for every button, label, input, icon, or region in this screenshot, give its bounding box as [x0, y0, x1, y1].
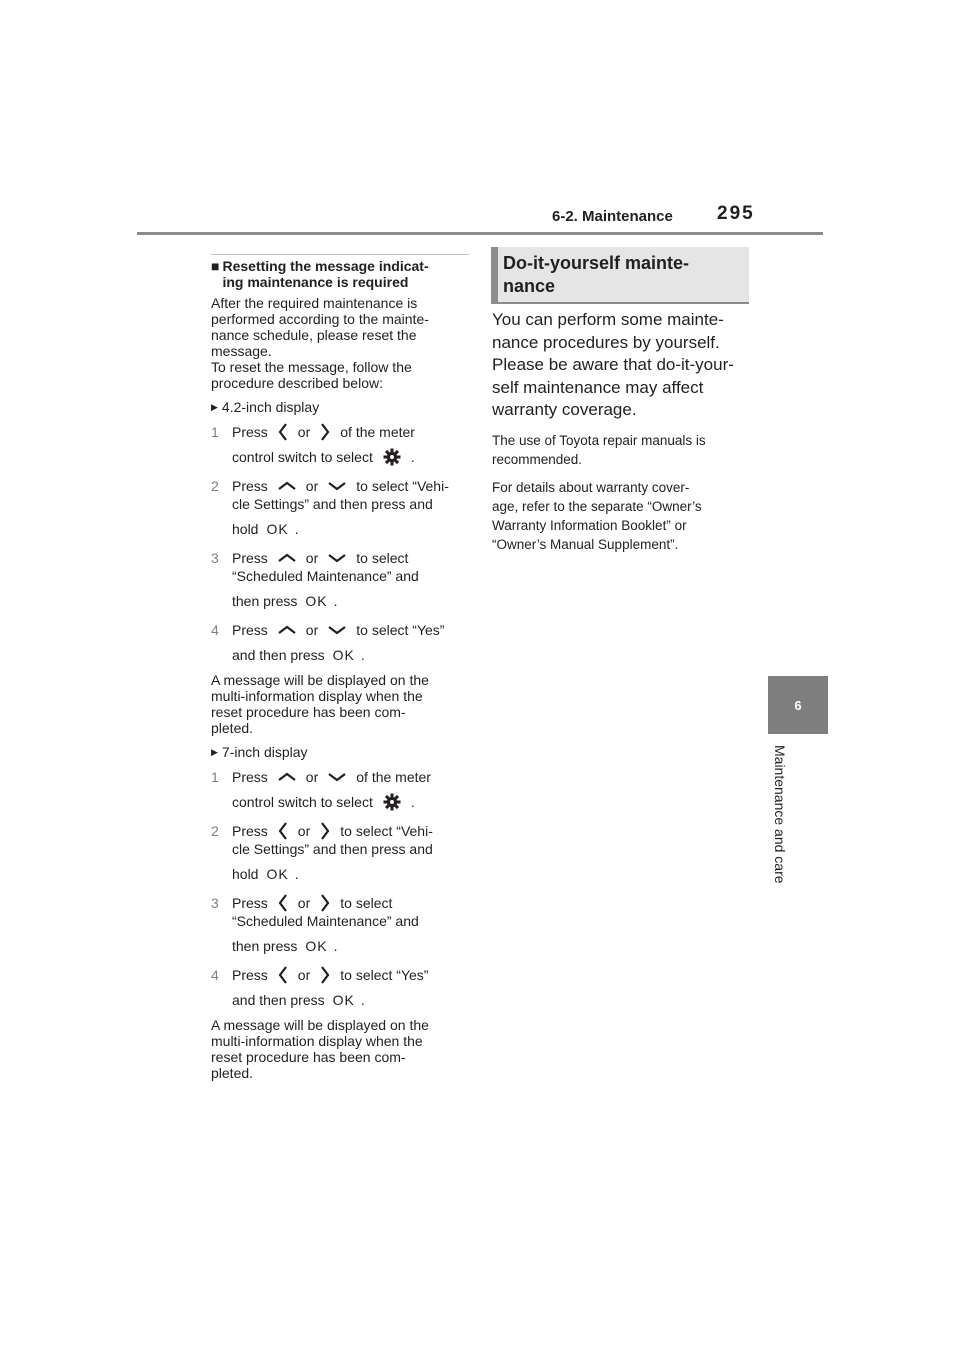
- text-line: Warranty Information Booklet” or: [492, 517, 687, 533]
- step-number: 2: [211, 823, 219, 839]
- chevron-right-icon: [320, 423, 330, 441]
- text: .: [360, 647, 365, 663]
- outro-paragraph-a: [211, 672, 469, 736]
- text-line: The use of Toyota repair manuals is: [492, 432, 706, 448]
- text: “Scheduled Maintenance” and: [232, 913, 419, 929]
- chevron-right-icon: [320, 894, 330, 912]
- text: then press: [232, 938, 298, 954]
- text-line: message.: [211, 343, 272, 359]
- text: Press: [232, 424, 268, 440]
- text: .: [294, 866, 299, 882]
- intro-paragraph: [211, 295, 469, 391]
- text-line: A message will be displayed on the: [211, 672, 429, 688]
- chevron-up-icon: [278, 481, 296, 491]
- text: hold: [232, 521, 259, 537]
- chevron-left-icon: [278, 822, 288, 840]
- display-type-label: 4.2-inch display: [221, 399, 320, 415]
- text-line: age, refer to the separate “Owner’s: [492, 498, 702, 514]
- text: .: [410, 449, 415, 465]
- text-line: self maintenance may affect: [492, 377, 704, 397]
- ok-button-icon: OK: [266, 866, 289, 882]
- text-line: pleted.: [211, 1065, 254, 1081]
- text: Press: [232, 622, 268, 638]
- text-line: warranty coverage.: [492, 400, 637, 419]
- text-line: “Owner’s Manual Supplement”.: [492, 536, 679, 552]
- heading-line: nance: [503, 276, 556, 296]
- step-number: 3: [211, 550, 219, 566]
- text: then press: [232, 593, 298, 609]
- text: or: [297, 967, 311, 983]
- text-line: To reset the message, follow the: [211, 359, 412, 375]
- chapter-title: Maintenance and care: [772, 745, 788, 884]
- text-line: nance schedule, please reset the: [211, 327, 417, 343]
- text-line: pleted.: [211, 720, 254, 736]
- section-title: 6-2. Maintenance: [552, 208, 673, 225]
- heading-accent-bar: [491, 247, 498, 302]
- ok-button-icon: OK: [305, 593, 328, 609]
- left-column: [211, 254, 469, 1081]
- text: hold: [232, 866, 259, 882]
- section-heading: [503, 252, 733, 298]
- text: or: [297, 823, 311, 839]
- right-column: [492, 309, 750, 554]
- text-line: performed according to the mainte-: [211, 311, 429, 327]
- chevron-left-icon: [278, 966, 288, 984]
- step-a3: [211, 549, 469, 613]
- text: .: [360, 992, 365, 1008]
- text-line: Please be aware that do-it-your-: [492, 355, 734, 374]
- note-paragraph-1: [492, 431, 750, 469]
- text: or: [297, 424, 311, 440]
- text: to select “Vehi-: [340, 823, 433, 839]
- text: .: [333, 593, 338, 609]
- chevron-right-icon: [320, 966, 330, 984]
- text-line: reset procedure has been com-: [211, 704, 406, 720]
- subhead-line: ing maintenance is required: [222, 274, 409, 290]
- step-number: 2: [211, 478, 219, 494]
- step-number: 4: [211, 622, 219, 638]
- text: Press: [232, 550, 268, 566]
- text-line: multi-information display when the: [211, 688, 423, 704]
- text-line: After the required maintenance is: [211, 295, 418, 311]
- text: of the meter: [340, 424, 415, 440]
- text-line: multi-information display when the: [211, 1033, 423, 1049]
- chevron-down-icon: [328, 481, 346, 491]
- step-a1: [211, 423, 469, 469]
- step-b2: [211, 822, 469, 886]
- heading-line: Do-it-yourself mainte-: [503, 253, 690, 273]
- step-b4: [211, 966, 469, 1012]
- text: .: [294, 521, 299, 537]
- display-type-a: [211, 399, 469, 415]
- triangle-right-icon: ▶: [211, 747, 218, 757]
- subhead-line: Resetting the message indicat-: [222, 258, 429, 274]
- text-line: recommended.: [492, 451, 583, 467]
- ok-button-icon: OK: [332, 992, 355, 1008]
- text-line: A message will be displayed on the: [211, 1017, 429, 1033]
- section-heading-box: [491, 247, 749, 304]
- step-b3: [211, 894, 469, 958]
- text: to select “Yes”: [340, 967, 429, 983]
- side-label: [766, 745, 796, 915]
- step-number: 4: [211, 967, 219, 983]
- text: or: [305, 622, 319, 638]
- step-a4: [211, 621, 469, 667]
- text: cle Settings” and then press and: [232, 841, 433, 857]
- text: of the meter: [356, 769, 431, 785]
- text: Press: [232, 769, 268, 785]
- text: to select “Vehi-: [356, 478, 449, 494]
- subsection-heading: [211, 258, 469, 290]
- text: control switch to select: [232, 449, 373, 465]
- text: control switch to select: [232, 794, 373, 810]
- text: to select: [340, 895, 393, 911]
- chevron-up-icon: [278, 553, 296, 563]
- text: or: [297, 895, 311, 911]
- text: to select “Yes”: [356, 622, 445, 638]
- chevron-down-icon: [328, 625, 346, 635]
- chapter-tab: [768, 676, 828, 734]
- note-paragraph-2: [492, 478, 750, 554]
- text-line: For details about warranty cover-: [492, 479, 690, 495]
- page-number: 295: [717, 203, 755, 224]
- text: .: [333, 938, 338, 954]
- chevron-right-icon: [320, 822, 330, 840]
- text-line: reset procedure has been com-: [211, 1049, 406, 1065]
- subsection-rule: [211, 254, 469, 255]
- ok-button-icon: OK: [266, 521, 289, 537]
- text-line: You can perform some mainte-: [492, 310, 724, 329]
- lead-paragraph: [492, 309, 750, 422]
- header-rule: [137, 232, 823, 235]
- text: .: [410, 794, 415, 810]
- step-number: 1: [211, 424, 219, 440]
- ok-button-icon: OK: [305, 938, 328, 954]
- step-a2: [211, 477, 469, 541]
- text: or: [305, 478, 319, 494]
- text: or: [305, 550, 319, 566]
- triangle-right-icon: ▶: [211, 402, 218, 412]
- text: Press: [232, 478, 268, 494]
- step-b1: [211, 768, 469, 814]
- step-number: 1: [211, 769, 219, 785]
- square-bullet-icon: ■: [211, 258, 220, 274]
- text: or: [305, 769, 319, 785]
- text: to select: [356, 550, 409, 566]
- text-line: procedure described below:: [211, 375, 383, 391]
- chevron-down-icon: [328, 772, 346, 782]
- text: and then press: [232, 647, 325, 663]
- text-line: nance procedures by yourself.: [492, 332, 720, 352]
- chevron-up-icon: [278, 625, 296, 635]
- display-type-b: [211, 744, 469, 760]
- text: “Scheduled Maintenance” and: [232, 568, 419, 584]
- outro-paragraph-b: [211, 1017, 469, 1081]
- chevron-down-icon: [328, 553, 346, 563]
- text: Press: [232, 895, 268, 911]
- display-type-label: 7-inch display: [221, 744, 308, 760]
- chapter-number: 6: [794, 697, 802, 713]
- ok-button-icon: OK: [332, 647, 355, 663]
- text: and then press: [232, 992, 325, 1008]
- text: Press: [232, 967, 268, 983]
- chevron-left-icon: [278, 423, 288, 441]
- chevron-up-icon: [278, 772, 296, 782]
- text: cle Settings” and then press and: [232, 496, 433, 512]
- gear-icon: [383, 793, 401, 811]
- step-number: 3: [211, 895, 219, 911]
- gear-icon: [383, 448, 401, 466]
- chevron-left-icon: [278, 894, 288, 912]
- text: Press: [232, 823, 268, 839]
